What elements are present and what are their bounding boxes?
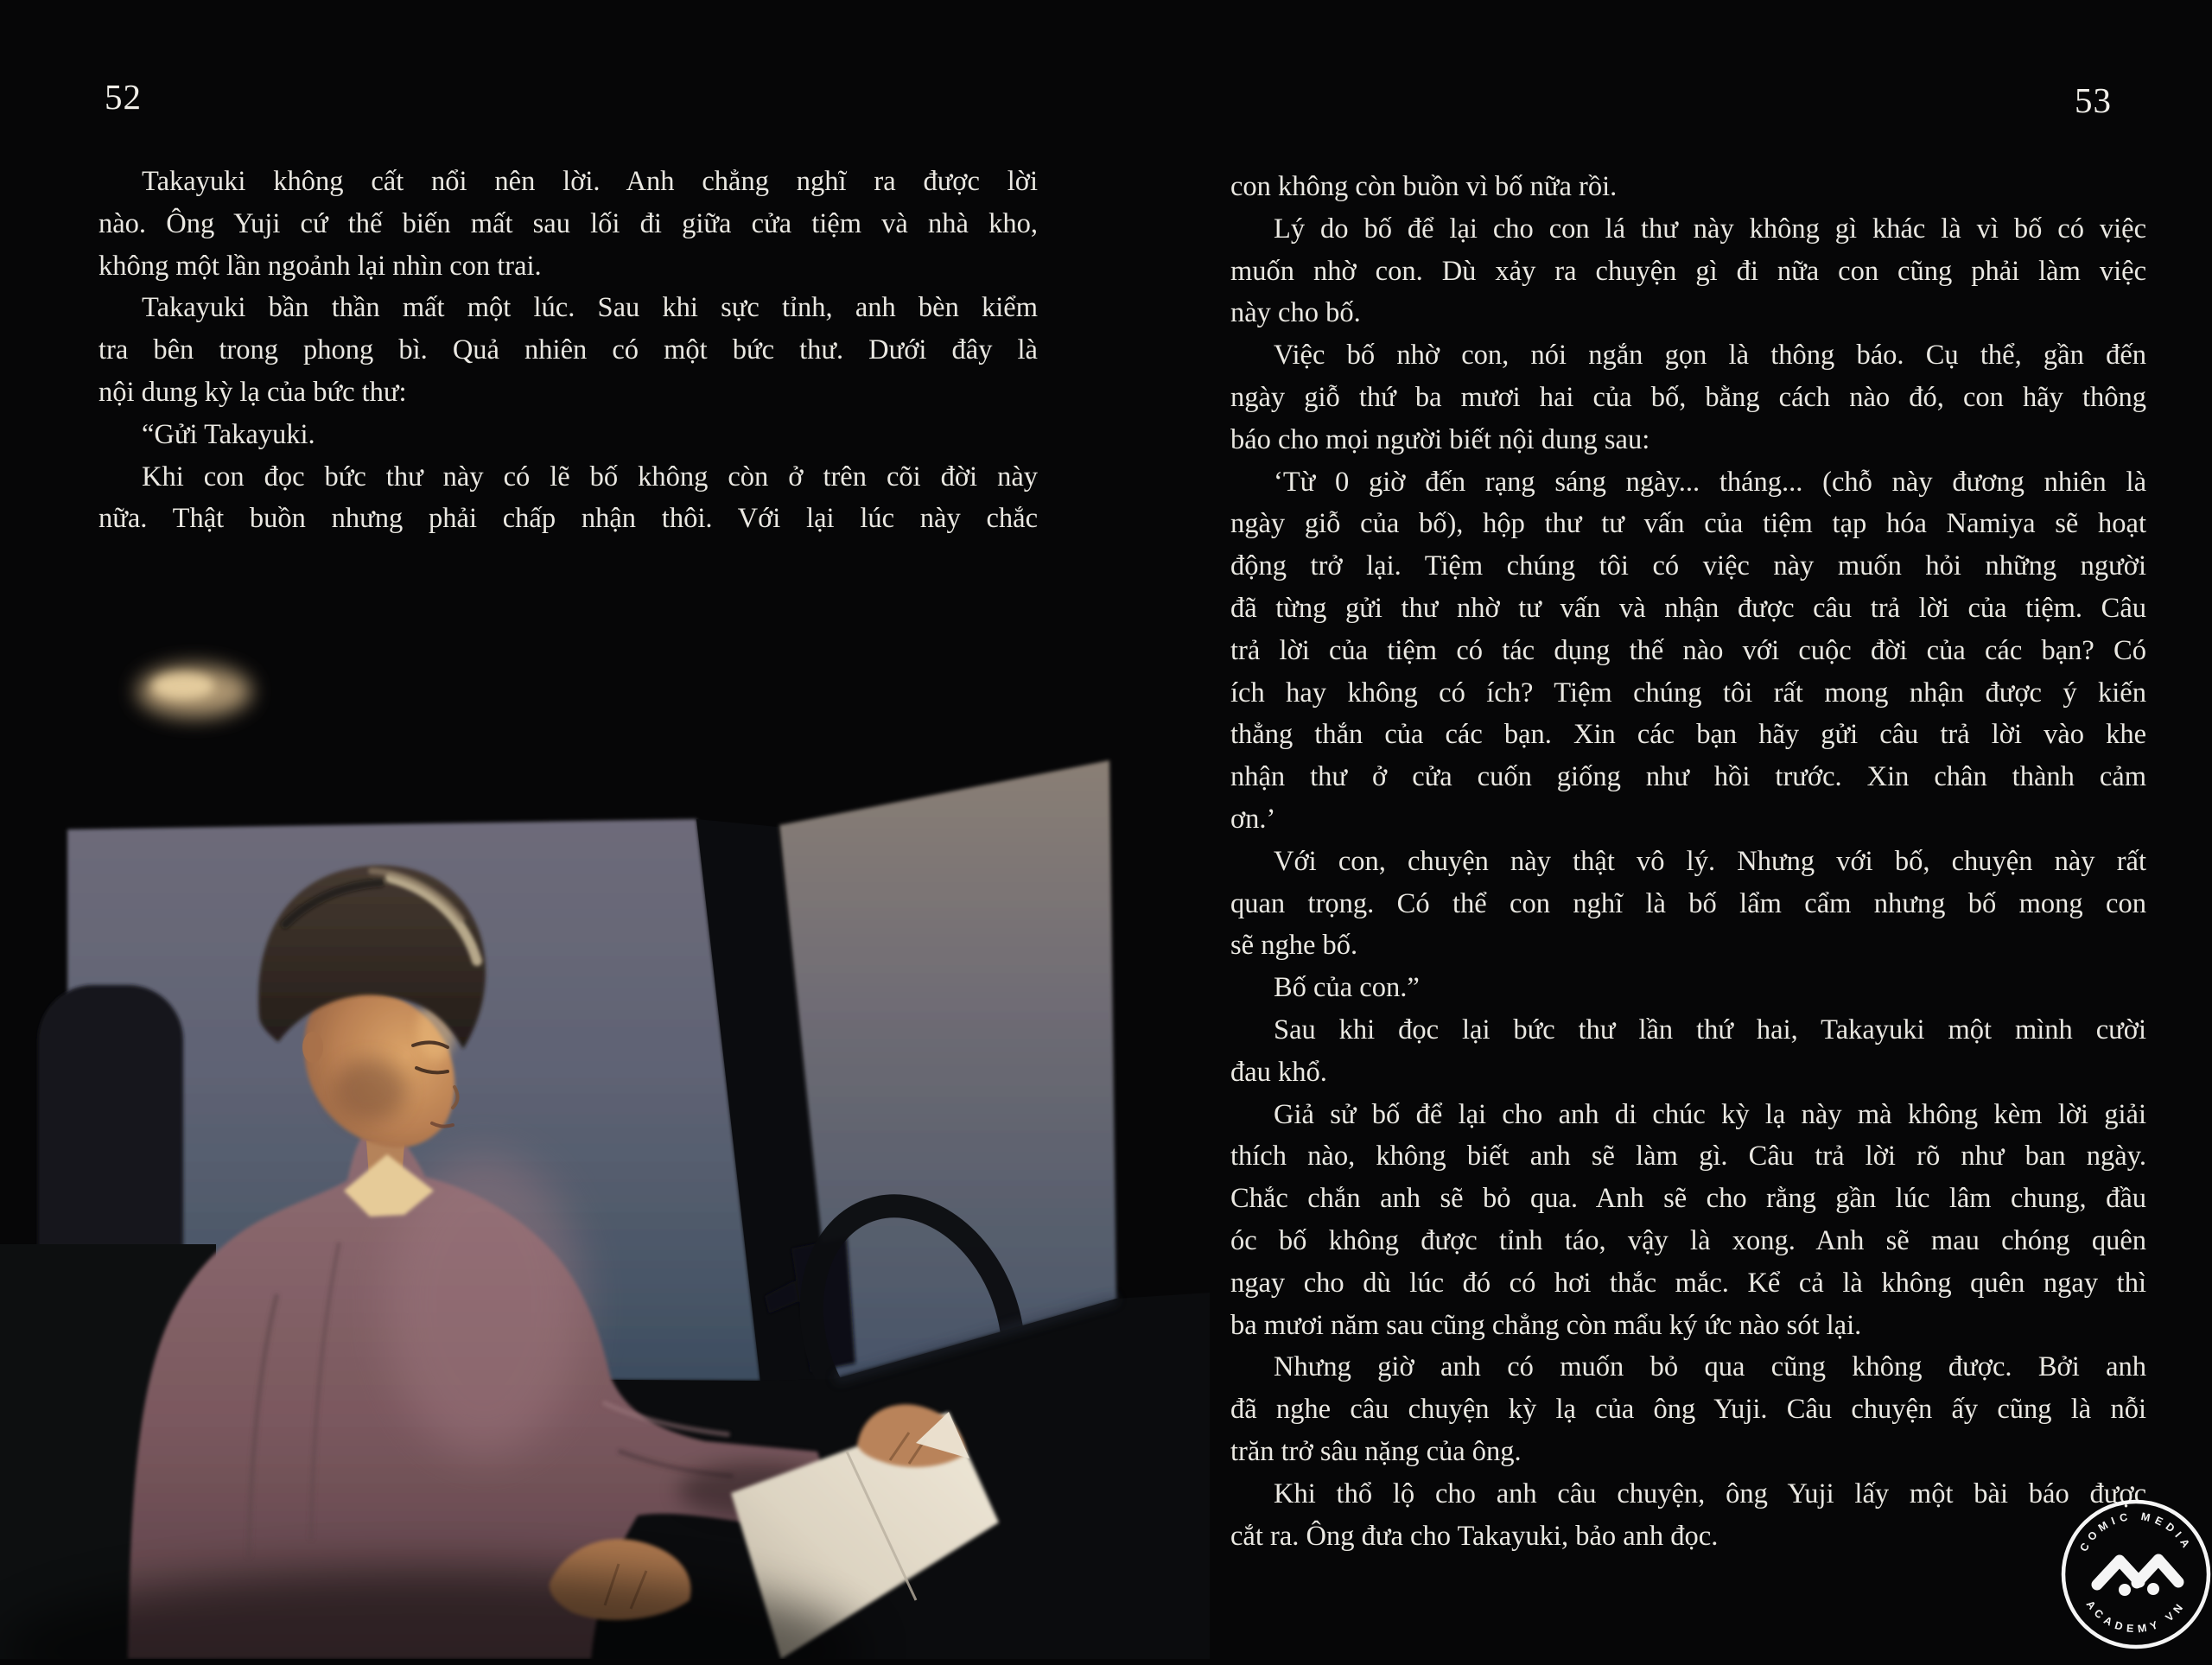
car-night-scene (0, 639, 1210, 1659)
text-line: tra bên trong phong bì. Quả nhiên có một bức thư. Dưới đây là (99, 334, 1038, 366)
ear (302, 1032, 323, 1063)
text-line: Giả sử bố để lại cho anh di chúc kỳ lạ này mà không kèm lời giải (1274, 1098, 2146, 1130)
text-line: sẽ nghe bố. (1230, 930, 1358, 962)
text-line: cắt ra. Ông đưa cho Takayuki, bảo anh đọc. (1230, 1520, 1719, 1552)
text-line: óc bố không được tỉnh táo, vậy là xong. Anh sẽ mau chóng quên (1230, 1224, 2146, 1256)
text-line: quan trọng. Có thể con nghĩ là bố lẩm cẩm nhưng bố mong con (1230, 887, 2146, 919)
comic-media-academy-stamp (2050, 1488, 2212, 1661)
text-line: đã từng gửi thư nhờ tư vấn và nhận được câu trả lời của tiệm. Câu (1230, 592, 2146, 624)
text-line: đã nghe câu chuyện kỳ lạ của ông Yuji. Câu chuyện ấy cũng là nỗi (1230, 1394, 2146, 1426)
text-line: Takayuki bần thần mất một lúc. Sau khi sực tỉnh, anh bèn kiểm (142, 292, 1038, 324)
page-number-right: 53 (2075, 80, 2112, 120)
left-text-column (99, 161, 1038, 540)
text-line: con không còn buồn vì bố nữa rồi. (1230, 171, 1618, 202)
text-line: trả lời của tiệm có tác dụng thế nào với cuộc đời của các bạn? Có (1230, 634, 2146, 666)
text-line: nào. Ông Yuji cứ thế biến mất sau lối đi giữa cửa tiệm và nhà kho, (99, 207, 1038, 239)
stamp-m-icon (2097, 1560, 2178, 1585)
stamp-arc-bottom-text: ACADEMY VN (2083, 1598, 2189, 1636)
text-line: thẳng thắn của các bạn. Xin các bạn hãy gửi câu trả lời vào khe (1230, 719, 2146, 751)
text-line: Khi con đọc bức thư này có lẽ bố không còn ở trên cõi đời này (142, 461, 1038, 493)
text-line: trăn trở sâu nặng của ông. (1230, 1435, 1522, 1467)
text-line: nội dung kỳ lạ của bức thư: (99, 376, 407, 408)
text-line: Sau khi đọc lại bức thư lần thứ hai, Takayuki một mình cười (1274, 1014, 2146, 1045)
stamp-dot-right (2147, 1583, 2159, 1595)
publisher-stamp (2050, 1488, 2212, 1661)
text-line: nhận thư ở cửa cuốn giống như hồi trước. Xin chân thành cảm (1230, 761, 2146, 793)
text-line: động trở lại. Tiệm chúng tôi có việc này muốn hỏi những người (1230, 550, 2146, 582)
text-line: này cho bố. (1230, 297, 1361, 329)
text-line: Với con, chuyện này thật vô lý. Nhưng với bố, chuyện này rất (1274, 845, 2146, 877)
ceiling-light-reflection (137, 665, 251, 717)
text-line: Takayuki không cất nổi nên lời. Anh chẳng nghĩ ra được lời (142, 166, 1038, 197)
text-line: Bố của con.” (1274, 972, 1420, 1004)
text-line: ngay cho dù lúc đó có hơi thắc mắc. Kể cả là không quên ngay thì (1230, 1267, 2146, 1299)
right-text-column (1230, 166, 2146, 1557)
page-number-left: 52 (105, 77, 142, 117)
text-line: ngày giỗ của bố), hộp thư tư vấn của tiệm tạp hóa Namiya sẽ hoạt (1230, 508, 2146, 540)
text-line: “Gửi Takayuki. (142, 418, 315, 450)
text-line: Chắc chắn anh sẽ bỏ qua. Anh sẽ cho rằng gần lúc lâm chung, đầu (1230, 1183, 2146, 1215)
text-line: Việc bố nhờ con, nói ngắn gọn là thông báo. Cụ thể, gần đến (1274, 340, 2146, 372)
stamp-dot-left (2119, 1584, 2131, 1596)
text-line: ích hay không có ích? Tiệm chúng tôi rất mong nhận được ý kiến (1230, 677, 2146, 709)
text-line: Lý do bố để lại cho con lá thư này không gì khác là vì bố có việc (1274, 213, 2146, 245)
text-line: Khi thổ lộ cho anh câu chuyện, ông Yuji lấy một bài báo được (1274, 1478, 2146, 1509)
text-line: muốn nhờ con. Dù xảy ra chuyện gì đi nữa con cũng phải làm việc (1230, 255, 2146, 287)
text-line: ngày giỗ thứ ba mươi hai của bố, bằng cách nào đó, con hãy thông (1230, 381, 2146, 413)
stamp-arc-top-text: COMIC MEDIA (2077, 1509, 2195, 1554)
text-line: ‘Từ 0 giờ đến rạng sáng ngày... tháng... (chỗ này đương nhiên là (1274, 466, 2146, 498)
text-line: thích nào, không biết anh sẽ làm gì. Câu trả lời rõ như ban ngày. (1230, 1141, 2146, 1172)
car-reading-illustration (0, 639, 1210, 1659)
text-line: nữa. Thật buồn nhưng phải chấp nhận thôi. Với lại lúc này chắc (99, 503, 1038, 535)
text-line: đau khổ. (1230, 1056, 1327, 1088)
text-line: ba mươi năm sau cũng chẳng còn mẩu ký ức nào sót lại. (1230, 1309, 1862, 1341)
cheek-shadow (334, 1059, 406, 1122)
text-line: Nhưng giờ anh có muốn bỏ qua cũng không được. Bởi anh (1274, 1351, 2146, 1383)
text-line: báo cho mọi người biết nội dung sau: (1230, 423, 1650, 455)
text-line: ơn.’ (1230, 803, 1276, 835)
text-line: không một lần ngoảnh lại nhìn con trai. (99, 250, 542, 282)
